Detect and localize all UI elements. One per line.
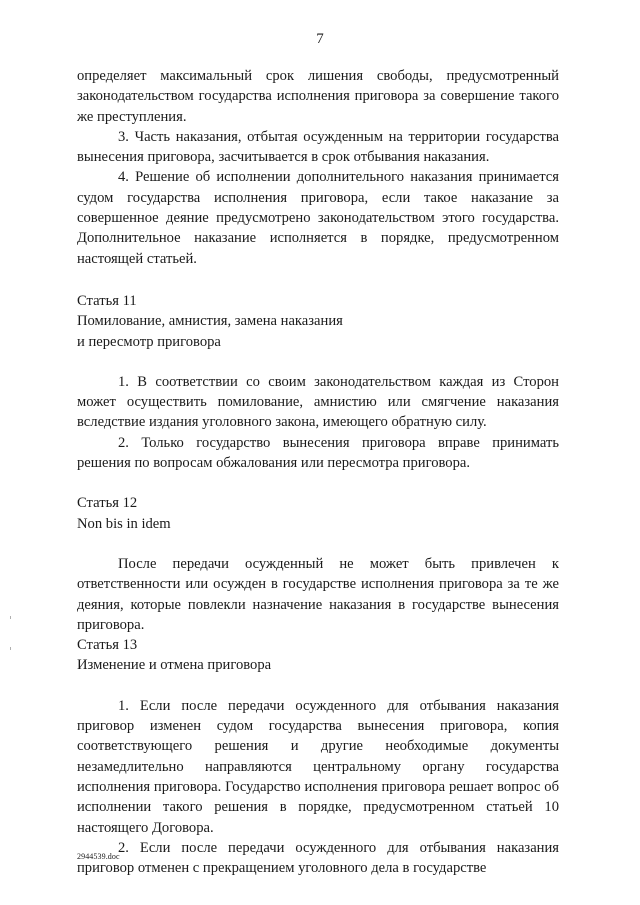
page-number: 7 — [316, 31, 324, 47]
article-13-title: Изменение и отмена приговора — [77, 657, 272, 674]
article-12-number: Статья 12 — [77, 495, 138, 512]
article-11-title-line-2: и пересмотр приговора — [77, 333, 221, 350]
spacer — [77, 676, 559, 696]
margin-mark — [10, 616, 11, 619]
article-11-number: Статья 11 — [77, 292, 137, 309]
article-11-title-line-1: Помилование, амнистия, замена наказания — [77, 313, 343, 330]
spacer — [77, 352, 559, 372]
file-name-footer: 2944539.doc — [77, 852, 120, 861]
article-12-title: Non bis in idem — [77, 515, 171, 532]
paragraph-clause-4: 4. Решение об исполнении дополнительного наказания принимается судом государства исполнения приговора, если такое наказание за совершенное деяние предусмотрено законодательством этого государства. Дополнительное наказание исполняется в порядке, предусмотренном настоящей статьей. — [77, 169, 559, 267]
document-body — [77, 66, 559, 878]
article-13-number: Статья 13 — [77, 637, 138, 654]
paragraph-clause-3: 3. Часть наказания, отбытая осужденным на территории государства вынесения приговора, засчитывается в срок отбывания наказания. — [77, 128, 559, 166]
article-11-paragraph-2: 2. Только государство вынесения приговора вправе принимать решения по вопросам обжалования или пересмотра приговора. — [77, 434, 559, 472]
article-13-paragraph-2: 2. Если после передачи осужденного для отбывания наказания приговор отменен с прекращением уголовного дела в государстве — [77, 839, 559, 877]
article-12-paragraph-1: После передачи осужденный не может быть привлечен к ответственности или осужден в государстве исполнения приговора за те же деяния, которые повлекли назначение наказания в государстве вынесения приговора. — [77, 555, 559, 633]
paragraph-continuation: определяет максимальный срок лишения свободы, предусмотренный законодательством государства исполнения приговора за совершение такого же преступления. — [77, 68, 559, 125]
spacer — [77, 269, 559, 291]
margin-mark — [10, 647, 11, 650]
spacer — [77, 534, 559, 554]
spacer — [77, 473, 559, 493]
article-13-paragraph-1: 1. Если после передачи осужденного для отбывания наказания приговор изменен судом государства вынесения приговора, копия соответствующего решения и другие необходимые документы незамедлительно направляются центральному органу государства исполнения приговора. Государство исполнения приговора решает вопрос об исполнении такого решения в порядке, предусмотренном статьей 10 настоящего Договора. — [77, 697, 559, 836]
article-11-paragraph-1: 1. В соответствии со своим законодательством каждая из Сторон может осуществить помилование, амнистию или смягчение наказания вследствие издания уголовного закона, имеющего обратную силу. — [77, 373, 559, 431]
